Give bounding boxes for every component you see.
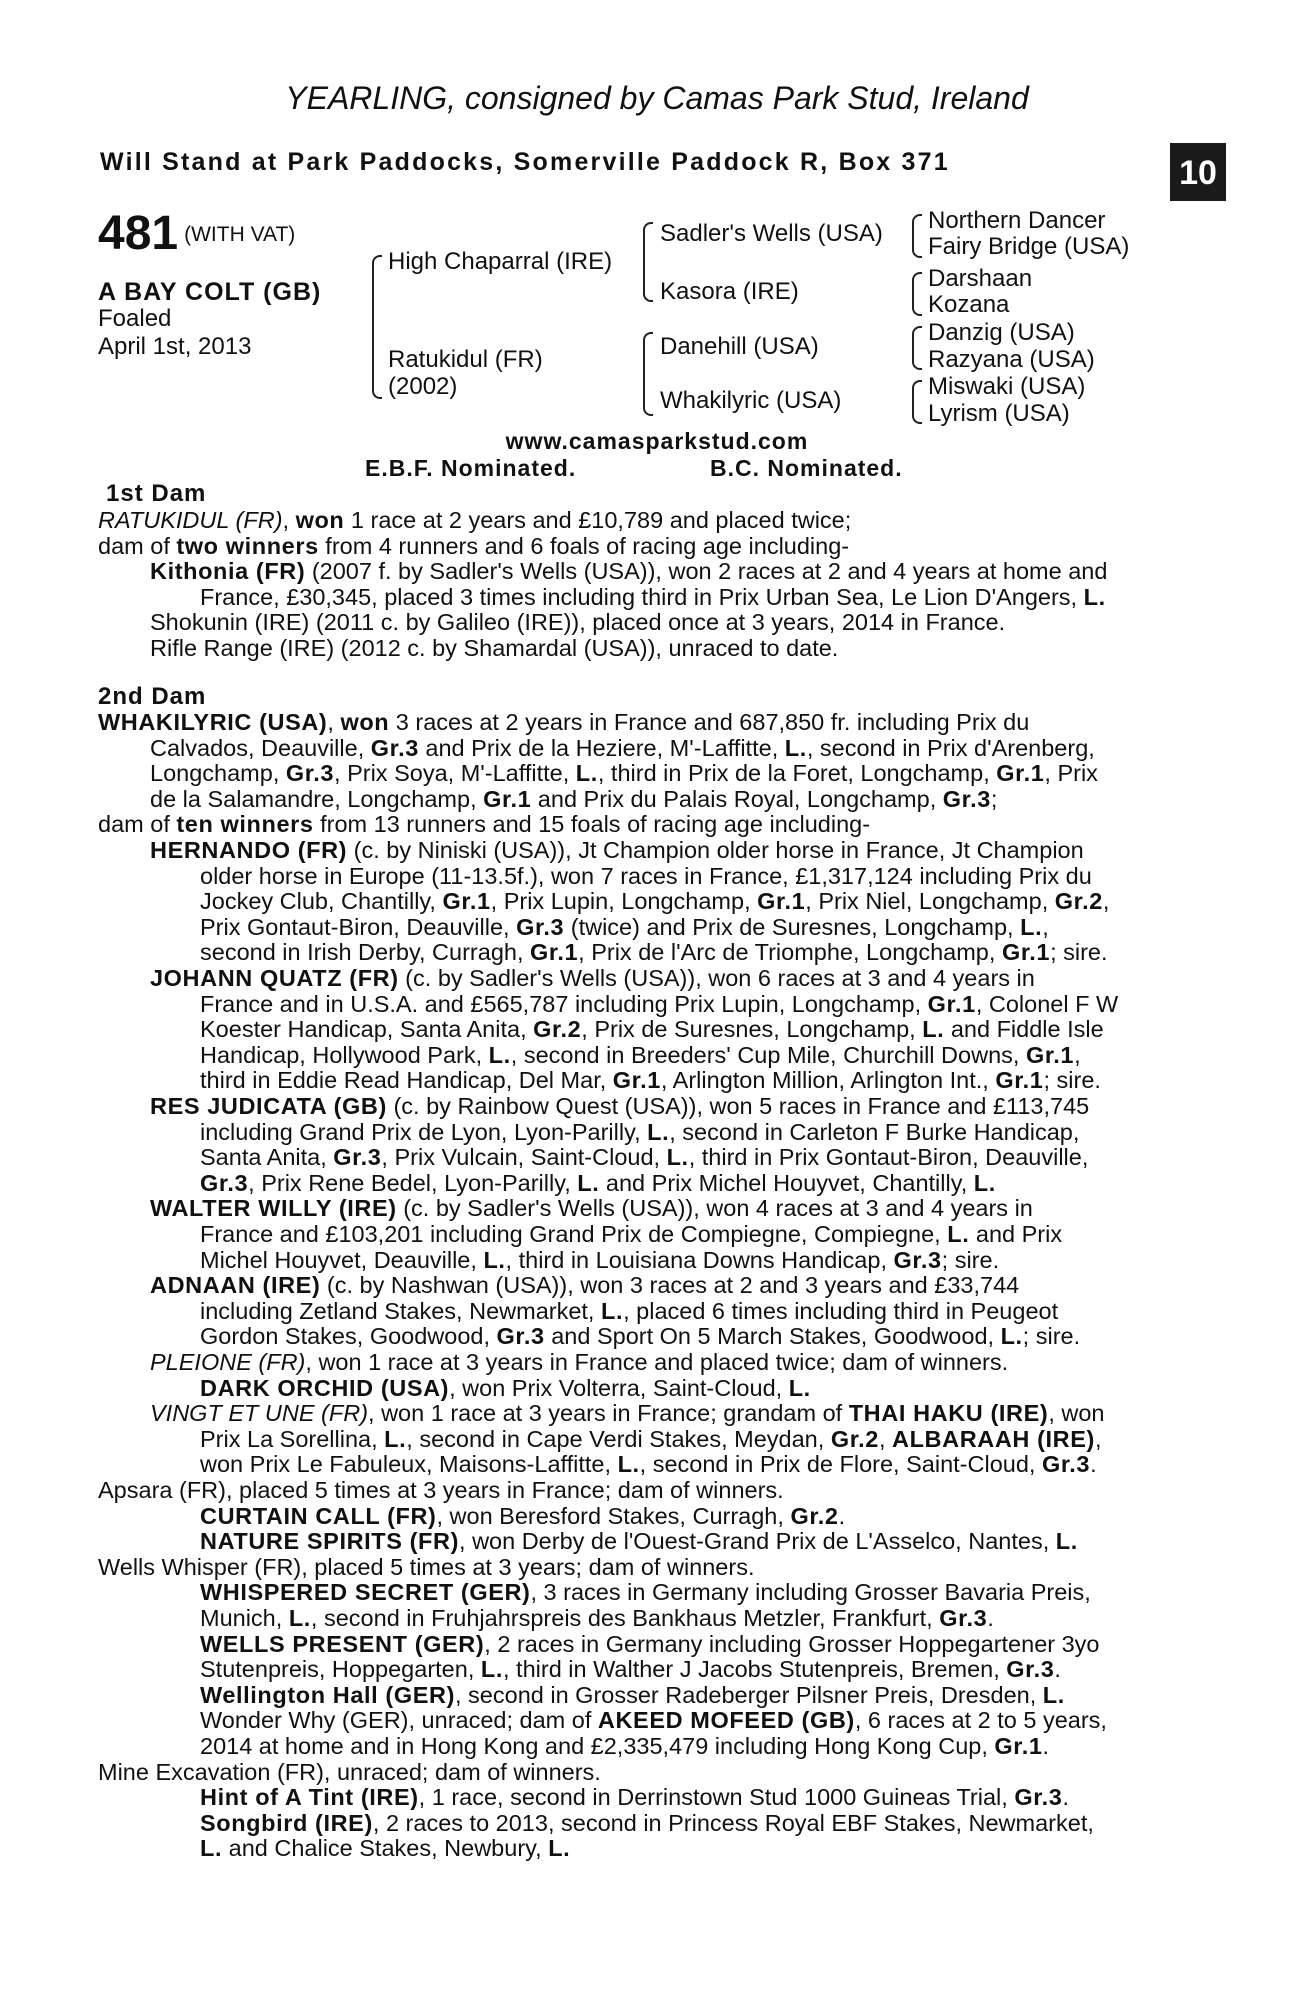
text-run: ; sire.: [941, 1246, 1000, 1273]
text-run: ,: [282, 507, 296, 533]
text-line: [200, 1504, 845, 1530]
text-run: and Fiddle Isle: [944, 1016, 1104, 1043]
text-run: (c. by Niniski (USA)), Jt Champion older horse in France, Jt Champion: [347, 837, 1084, 863]
ebf-nomination: E.B.F. Nominated.: [365, 455, 577, 481]
bold-text: WHAKILYRIC (USA): [98, 709, 328, 735]
text-run: 1 race at 2 years and £10,789 and placed twice;: [344, 507, 852, 533]
ped-sd: Kasora (IRE): [660, 278, 799, 305]
text-line: [150, 1401, 1104, 1427]
text-run: , second in Carleton F Burke Handicap,: [669, 1118, 1080, 1145]
text-line: [150, 787, 997, 813]
bold-text: WALTER WILLY (IRE): [150, 1195, 397, 1222]
text-run: ; sire.: [1022, 1323, 1081, 1350]
bold-text: Gr.3: [1041, 1451, 1091, 1478]
lot-description: A BAY COLT (GB): [98, 278, 322, 306]
bold-text: Gr.3: [370, 734, 419, 761]
bold-text: L.: [1083, 583, 1106, 610]
bold-text: WELLS PRESENT (GER): [200, 1630, 485, 1657]
text-run: Jockey Club, Chantilly,: [200, 888, 443, 915]
text-line: [200, 1811, 1094, 1837]
text-run: won Prix Le Fabuleux, Maisons-Laffitte,: [200, 1451, 618, 1478]
text-run: (c. by Nashwan (USA)), won 3 races at 2 and 3 years and £33,744: [320, 1272, 1020, 1299]
first-dam-heading: 1st Dam: [106, 480, 207, 507]
text-run: dam of: [98, 811, 177, 838]
bold-text: L.: [788, 1374, 811, 1401]
text-run: Gordon Stakes, Goodwood,: [200, 1323, 497, 1350]
text-run: Stutenpreis, Hoppegarten,: [200, 1656, 481, 1683]
bold-text: L.: [784, 734, 807, 761]
bold-text: ALBARAAH (IRE): [892, 1425, 1095, 1452]
bold-text: Gr.3: [200, 1169, 249, 1196]
bold-text: THAI HAKU (IRE): [848, 1400, 1049, 1427]
bold-text: JOHANN QUATZ (FR): [150, 965, 399, 991]
text-line: [200, 585, 1106, 611]
text-run: .: [1090, 1451, 1097, 1478]
text-run: Munich,: [200, 1605, 289, 1631]
text-run: France, £30,345, placed 3 times including third in Prix Urban Sea, Le Lion D'Angers,: [200, 583, 1084, 610]
text-run: , second in Breeders' Cup Mile, Churchill Downs,: [510, 1041, 1026, 1068]
text-line: [200, 1068, 1101, 1094]
text-run: , Prix Vulcain, Saint-Cloud,: [381, 1144, 667, 1171]
text-line: [98, 1555, 754, 1581]
text-line: [200, 915, 1049, 941]
text-run: , third in Louisiana Downs Handicap,: [505, 1246, 894, 1273]
text-line: [98, 534, 849, 560]
bold-text: L.: [577, 1169, 600, 1196]
text-run: Shokunin (IRE) (2011 c. by Galileo (IRE)), placed once at 3 years, 2014 in France.: [150, 609, 1006, 636]
text-run: , 1 race, second in Derrinstown Stud 1000 Guineas Trial,: [418, 1784, 1015, 1811]
text-run: (c. by Rainbow Quest (USA)), won 5 races in France and £113,745: [386, 1093, 1090, 1119]
ped-dd: Whakilyric (USA): [660, 387, 842, 414]
bold-text: Gr.3: [1014, 1784, 1063, 1811]
text-run: and Prix Michel Houyvet, Chantilly,: [599, 1169, 974, 1196]
text-run: from 4 runners and 6 foals of racing age including-: [318, 532, 850, 559]
text-run: , won Prix Volterra, Saint-Cloud,: [449, 1374, 789, 1401]
text-line: [200, 1376, 811, 1402]
text-run: .: [1042, 1733, 1050, 1759]
bold-text: Gr.3: [942, 785, 991, 812]
text-run: third in Eddie Read Handicap, Del Mar,: [200, 1067, 613, 1094]
text-run: .: [1062, 1784, 1069, 1811]
bold-text: Gr.1: [995, 1067, 1044, 1094]
text-line: [150, 1350, 1008, 1376]
text-run: , Prix de Suresnes, Longchamp,: [581, 1016, 923, 1043]
text-run: France and £103,201 including Grand Prix de Compiegne, Compiegne,: [200, 1221, 948, 1247]
text-run: Santa Anita,: [200, 1144, 334, 1171]
text-line: [200, 1836, 570, 1862]
bold-text: Gr.1: [612, 1067, 661, 1094]
text-run: Mine Excavation (FR), unraced; dam of winners.: [98, 1758, 601, 1785]
bold-text: Wellington Hall (GER): [200, 1681, 455, 1708]
bold-text: L.: [1042, 1681, 1065, 1708]
bold-text: NATURE SPIRITS (FR): [200, 1528, 460, 1555]
bold-text: L.: [922, 1016, 945, 1043]
g3-brace-4: [912, 380, 922, 424]
bold-text: L.: [666, 1144, 689, 1171]
text-run: dam of: [98, 532, 177, 559]
text-line: [150, 736, 1095, 762]
text-line: [98, 508, 851, 534]
stud-website: www.camasparkstud.com: [505, 428, 809, 454]
text-run: (2007 f. by Sadler's Wells (USA)), won 2 races at 2 and 4 years at home and: [305, 558, 1108, 585]
sire-line-brace: [643, 222, 653, 302]
text-run: , second in Cape Verdi Stakes, Meydan,: [406, 1425, 831, 1452]
text-line: [150, 636, 838, 662]
ped-dss: Danzig (USA): [928, 319, 1075, 346]
text-run: , 2 races in Germany including Grosser Hoppegartener 3yo: [484, 1630, 1100, 1657]
text-run: , won: [1048, 1400, 1105, 1427]
text-run: .: [987, 1605, 994, 1631]
bold-text: L.: [1020, 913, 1043, 940]
bold-text: L.: [575, 760, 598, 787]
bold-text: Gr.1: [927, 990, 976, 1017]
text-line: [200, 889, 1109, 915]
text-run: , second in Fruhjahrspreis des Bankhaus Metzler, Frankfurt,: [310, 1605, 940, 1631]
text-run: 2014 at home and in Hong Kong and £2,335,479 including Hong Kong Cup,: [200, 1733, 995, 1759]
text-run: , won 1 race at 3 years in France; grandam of: [368, 1400, 849, 1427]
text-line: [200, 992, 1118, 1018]
ped-sds: Darshaan: [928, 265, 1033, 292]
bold-text: L.: [1055, 1528, 1078, 1555]
text-line: [200, 1632, 1100, 1658]
bold-text: Gr.1: [442, 888, 491, 915]
bc-nomination: B.C. Nominated.: [710, 455, 903, 481]
g3-brace-2: [912, 272, 922, 316]
text-run: , won Derby de l'Ouest-Grand Prix de L'Asselco, Nantes,: [459, 1528, 1056, 1555]
text-run: ;: [990, 785, 998, 812]
text-run: , Prix Soya, M'-Laffitte,: [334, 760, 576, 787]
text-run: and Prix de la Heziere, M'-Laffitte,: [418, 734, 785, 761]
bold-text: L.: [480, 1656, 503, 1683]
text-line: [150, 966, 1035, 992]
text-run: , won 1 race at 3 years in France and placed twice; dam of winners.: [305, 1349, 1009, 1375]
bold-text: ten winners: [176, 811, 314, 838]
text-line: [150, 838, 1084, 864]
bold-text: Gr.2: [1054, 888, 1103, 915]
bold-text: Gr.3: [1006, 1656, 1055, 1683]
text-run: , Prix Niel, Longchamp,: [805, 888, 1055, 915]
text-run: and Prix du Palais Royal, Longchamp,: [531, 785, 943, 812]
bold-text: Gr.1: [1025, 1041, 1075, 1068]
g3-brace-1: [912, 214, 922, 258]
text-run: (c. by Sadler's Wells (USA)), won 4 races at 3 and 4 years in: [396, 1195, 1033, 1222]
text-run: , 3 races in Germany including Grosser Bavaria Preis,: [530, 1579, 1091, 1606]
bold-text: Gr.3: [939, 1605, 988, 1631]
text-run: , second in Prix de Flore, Saint-Cloud,: [639, 1451, 1042, 1478]
bold-text: L.: [647, 1118, 670, 1145]
bold-text: Gr.3: [285, 760, 335, 787]
bold-text: RES JUDICATA (GB): [150, 1093, 387, 1119]
text-run: , third in Prix Gontaut-Biron, Deauville,: [688, 1144, 1089, 1171]
bold-text: Gr.1: [483, 785, 532, 812]
text-run: , Prix Rene Bedel, Lyon-Parilly,: [248, 1169, 578, 1196]
text-line: [200, 1171, 996, 1197]
text-line: [200, 1120, 1079, 1146]
text-run: Wonder Why (GER), unraced; dam of: [200, 1707, 598, 1734]
text-line: [200, 1606, 994, 1632]
ped-sire: High Chaparral (IRE): [388, 248, 613, 275]
text-run: , second in Grosser Radeberger Pilsner Preis, Dresden,: [455, 1681, 1043, 1708]
vat-label: (WITH VAT): [184, 223, 296, 246]
text-run: Rifle Range (IRE) (2012 c. by Shamardal (USA)), unraced to date.: [150, 635, 839, 661]
text-run: and Prix: [969, 1221, 1063, 1247]
bold-text: two winners: [176, 532, 319, 559]
text-line: [150, 559, 1107, 585]
text-line: [200, 1785, 1069, 1811]
bold-text: L.: [488, 1041, 511, 1068]
text-line: [150, 1094, 1089, 1120]
text-run: France and in U.S.A. and £565,787 including Prix Lupin, Longchamp,: [200, 990, 928, 1017]
bold-text: HERNANDO (FR): [150, 837, 348, 863]
text-run: (twice) and Prix de Suresnes, Longchamp,: [564, 913, 1021, 940]
bold-text: Gr.3: [516, 913, 565, 940]
text-run: ,: [327, 709, 341, 735]
text-run: 3 races at 2 years in France and 687,850 fr. including Prix du: [389, 709, 1030, 735]
text-line: [200, 1683, 1065, 1709]
ped-dsd: Razyana (USA): [928, 346, 1095, 373]
text-run: , Prix Lupin, Longchamp,: [490, 888, 758, 915]
ped-dds: Miswaki (USA): [928, 373, 1086, 400]
text-run: Michel Houyvet, Deauville,: [200, 1246, 484, 1273]
text-line: [150, 1273, 1019, 1299]
bold-text: Gr.1: [1001, 939, 1051, 966]
text-line: [200, 864, 1092, 890]
text-run: ,: [1074, 1041, 1081, 1068]
ped-sss: Northern Dancer: [928, 207, 1106, 234]
text-run: ,: [1102, 888, 1110, 915]
bold-text: Gr.3: [893, 1246, 942, 1273]
text-line: [98, 1760, 601, 1786]
text-run: ; sire.: [1043, 1067, 1101, 1094]
text-line: [200, 1017, 1104, 1043]
text-line: [200, 1580, 1091, 1606]
text-run: including Grand Prix de Lyon, Lyon-Parilly,: [200, 1118, 648, 1145]
bold-text: L.: [548, 1835, 571, 1862]
bold-text: L.: [1000, 1323, 1023, 1350]
bold-text: WHISPERED SECRET (GER): [200, 1579, 531, 1606]
bold-text: L.: [601, 1297, 624, 1324]
bold-text: Gr.2: [830, 1425, 879, 1452]
ped-ds: Danehill (USA): [660, 333, 819, 360]
text-line: [200, 940, 1108, 966]
text-run: , won Beresford Stakes, Curragh,: [436, 1502, 791, 1529]
text-line: [200, 1427, 1101, 1453]
second-dam-heading: 2nd Dam: [98, 683, 207, 710]
bold-text: Gr.3: [333, 1144, 382, 1171]
text-line: [150, 1196, 1033, 1222]
bold-text: Gr.2: [790, 1502, 839, 1529]
ped-ssd: Fairy Bridge (USA): [928, 233, 1130, 260]
text-run: second in Irish Derby, Curragh,: [200, 939, 531, 966]
text-line: [200, 1734, 1049, 1760]
text-run: , third in Walther J Jacobs Stutenpreis, Bremen,: [502, 1656, 1007, 1683]
text-run: ; sire.: [1050, 939, 1108, 966]
text-line: [150, 761, 1098, 787]
text-run: older horse in Europe (11-13.5f.), won 7 races in France, £1,317,124 including Prix du: [200, 862, 1092, 889]
text-run: and Chalice Stakes, Newbury,: [222, 1835, 549, 1862]
text-line: [200, 1222, 1062, 1248]
text-line: [200, 1657, 1061, 1683]
text-run: ,: [1094, 1425, 1102, 1452]
bold-text: Songbird (IRE): [200, 1809, 373, 1836]
bold-text: won: [295, 507, 345, 533]
bold-text: Hint of A Tint (IRE): [200, 1784, 419, 1811]
text-run: Apsara (FR), placed 5 times at 3 years in France; dam of winners.: [98, 1477, 784, 1503]
text-run: .: [1054, 1656, 1061, 1683]
text-run: Koester Handicap, Santa Anita,: [200, 1016, 534, 1043]
text-run: , Prix: [1044, 760, 1098, 787]
text-run: Wells Whisper (FR), placed 5 times at 3 years; dam of winners.: [98, 1553, 755, 1580]
ped-sdd: Kozana: [928, 291, 1010, 318]
text-line: [200, 1145, 1088, 1171]
foaled-date: April 1st, 2013: [98, 333, 252, 360]
bold-text: ADNAAN (IRE): [150, 1272, 321, 1299]
text-line: [150, 610, 1005, 636]
text-line: [200, 1043, 1081, 1069]
italic-text: VINGT ET UNE (FR): [150, 1400, 369, 1427]
catalogue-heading: YEARLING, consigned by Camas Park Stud, Ireland: [285, 80, 1029, 116]
text-run: ,: [878, 1425, 893, 1452]
bold-text: won: [340, 709, 390, 735]
lot-badge: [1170, 143, 1226, 201]
sire-dam-brace: [372, 255, 382, 399]
text-run: , placed 6 times including third in Peugeot: [623, 1297, 1059, 1324]
text-run: and Sport On 5 March Stakes, Goodwood,: [544, 1323, 1001, 1350]
text-run: from 13 runners and 15 foals of racing age including-: [313, 811, 871, 838]
bold-text: L.: [617, 1451, 640, 1478]
text-run: Calvados, Deauville,: [150, 734, 371, 761]
text-line: [200, 1452, 1097, 1478]
bold-text: Gr.1: [994, 1733, 1043, 1759]
text-line: [200, 1324, 1080, 1350]
stand-location: Will Stand at Park Paddocks, Somerville Paddock R, Box 371: [100, 148, 950, 176]
text-line: [200, 1529, 1078, 1555]
bold-text: Kithonia (FR): [150, 558, 306, 585]
bold-text: L.: [384, 1425, 407, 1452]
ped-dam: Ratukidul (FR): [388, 346, 543, 373]
text-line: [98, 710, 1029, 736]
text-run: de la Salamandre, Longchamp,: [150, 785, 484, 812]
text-run: (c. by Sadler's Wells (USA)), won 6 races at 3 and 4 years in: [398, 965, 1035, 991]
dam-line-brace: [643, 332, 653, 416]
ped-ddd: Lyrism (USA): [928, 400, 1070, 427]
ped-dam-year: (2002): [388, 373, 458, 400]
text-run: , third in Prix de la Foret, Longchamp,: [597, 760, 997, 787]
g3-brace-3: [912, 326, 922, 370]
lot-number: 481: [98, 207, 179, 260]
text-line: [200, 1299, 1058, 1325]
bold-text: L.: [288, 1605, 311, 1631]
bold-text: L.: [483, 1246, 506, 1273]
text-run: , second in Prix d'Arenberg,: [806, 734, 1095, 761]
lot-number-block: [98, 207, 296, 260]
bold-text: Gr.1: [996, 760, 1045, 787]
bold-text: CURTAIN CALL (FR): [200, 1502, 437, 1529]
italic-text: RATUKIDUL (FR): [98, 507, 283, 533]
text-run: , Prix de l'Arc de Triomphe, Longchamp,: [578, 939, 1002, 966]
text-run: Longchamp,: [150, 760, 286, 787]
bold-text: Gr.2: [533, 1016, 582, 1043]
text-run: Handicap, Hollywood Park,: [200, 1041, 489, 1068]
text-run: ,: [1042, 913, 1049, 940]
text-run: , 6 races at 2 to 5 years,: [854, 1707, 1107, 1734]
text-run: including Zetland Stakes, Newmarket,: [200, 1297, 601, 1324]
bold-text: Gr.1: [757, 888, 806, 915]
text-line: [98, 1478, 784, 1504]
ped-ss: Sadler's Wells (USA): [660, 220, 883, 247]
bold-text: Gr.1: [530, 939, 579, 966]
text-run: , Arlington Million, Arlington Int.,: [660, 1067, 996, 1094]
text-run: .: [838, 1502, 846, 1529]
text-run: , 2 races to 2013, second in Princess Royal EBF Stakes, Newmarket,: [372, 1809, 1094, 1836]
badge-text: 10: [1179, 154, 1217, 192]
bold-text: L.: [947, 1221, 970, 1247]
text-run: , Colonel F W: [975, 990, 1119, 1017]
italic-text: PLEIONE (FR): [150, 1349, 306, 1375]
text-run: Prix La Sorellina,: [200, 1425, 385, 1452]
bold-text: AKEED MOFEED (GB): [597, 1707, 855, 1734]
text-line: [200, 1708, 1107, 1734]
bold-text: L.: [200, 1835, 223, 1862]
bold-text: Gr.3: [496, 1323, 545, 1350]
bold-text: L.: [973, 1169, 996, 1196]
text-line: [200, 1248, 999, 1274]
text-run: Prix Gontaut-Biron, Deauville,: [200, 913, 517, 940]
bold-text: DARK ORCHID (USA): [200, 1374, 450, 1401]
foaled-label: Foaled: [98, 305, 172, 332]
text-line: [98, 812, 870, 838]
